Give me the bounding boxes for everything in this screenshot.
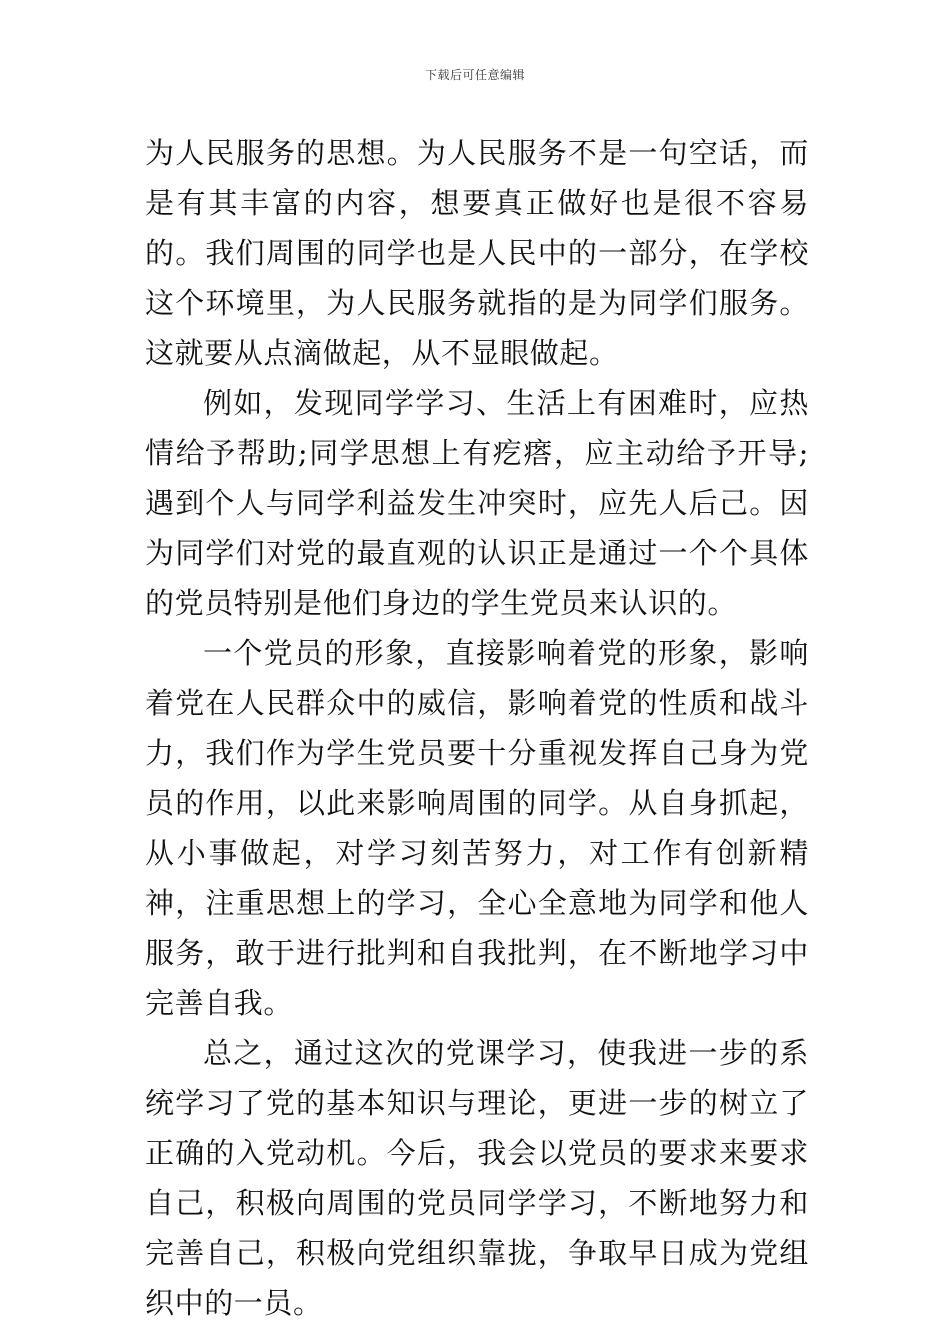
header-note: 下载后可任意编辑 bbox=[424, 68, 525, 82]
paragraph-1: 为人民服务的思想。为人民服务不是一句空话，而是有其丰富的内容，想要真正做好也是很不容易的。我们周围的同学也是人民中的一部分，在学校这个环境里，为人民服务就指的是为同学们服务。这就要从点滴做起，从不显眼做起。 bbox=[145, 136, 809, 370]
document-body bbox=[145, 128, 809, 1328]
paragraph-2: 例如，发现同学学习、生活上有困难时，应热情给予帮助;同学思想上有疙瘩，应主动给予开导;遇到个人与同学利益发生冲突时，应先人后己。因为同学们对党的最直观的认识正是通过一个个具体的党员特别是他们身边的学生党员来认识的。 bbox=[145, 386, 809, 620]
paragraph-4: 总之，通过这次的党课学习，使我进一步的系统学习了党的基本知识与理论，更进一步的树立了正确的入党动机。今后，我会以党员的要求来要求自己，积极向周围的党员同学学习，不断地努力和完善自己，积极向党组织靠拢，争取早日成为党组织中的一员。 bbox=[145, 1036, 809, 1320]
paragraph-3: 一个党员的形象，直接影响着党的形象，影响着党在人民群众中的威信，影响着党的性质和战斗力，我们作为学生党员要十分重视发挥自己身为党员的作用，以此来影响周围的同学。从自身抓起，从小事做起，对学习刻苦努力，对工作有创新精神，注重思想上的学习，全心全意地为同学和他人服务，敢于进行批判和自我批判，在不断地学习中完善自我。 bbox=[145, 636, 809, 1020]
